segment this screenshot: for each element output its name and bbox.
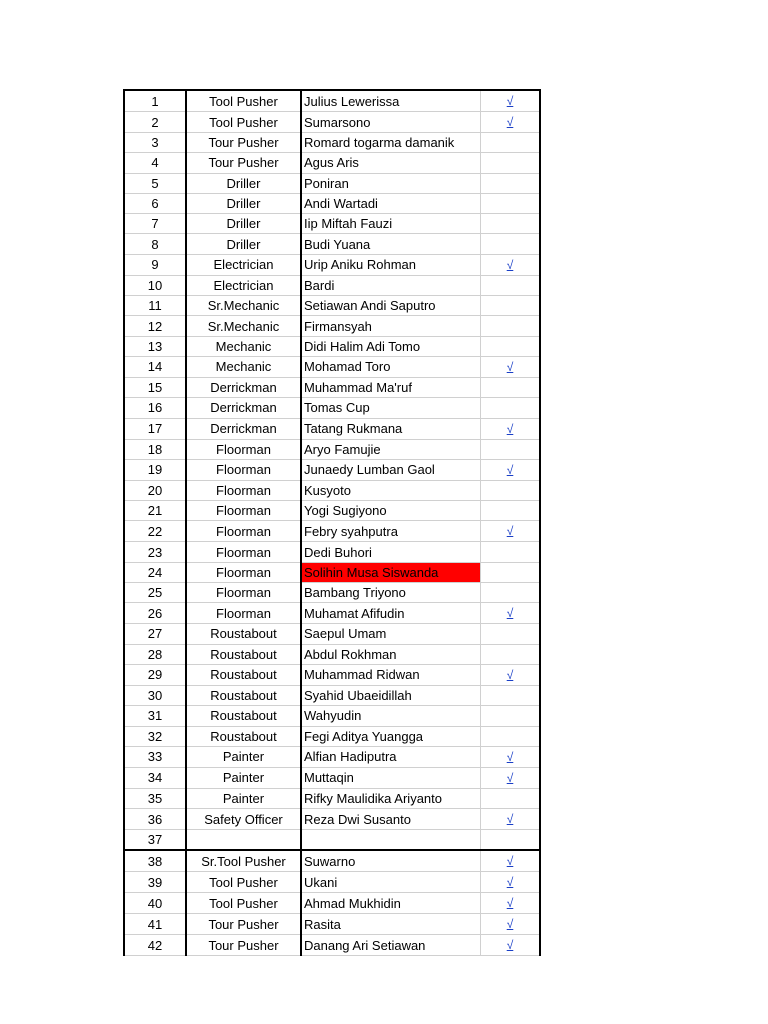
check-cell[interactable] xyxy=(481,398,541,418)
row-number-cell[interactable]: 36 xyxy=(124,809,186,830)
name-cell[interactable]: Muttaqin xyxy=(301,767,481,788)
check-cell[interactable] xyxy=(481,767,541,788)
table-row xyxy=(124,377,540,397)
check-cell[interactable] xyxy=(481,809,541,830)
row-number-cell[interactable]: 21 xyxy=(124,501,186,521)
table-row xyxy=(124,664,540,685)
row-number-cell[interactable]: 14 xyxy=(124,356,186,377)
check-mark-icon: √ xyxy=(506,524,514,539)
name-cell[interactable]: Fegi Aditya Yuangga xyxy=(301,726,481,746)
check-mark-icon: √ xyxy=(506,770,514,785)
table-row xyxy=(124,893,540,914)
position-cell[interactable]: Floorman xyxy=(186,480,301,500)
check-cell[interactable] xyxy=(481,644,541,664)
row-number-cell[interactable]: 5 xyxy=(124,173,186,193)
position-cell[interactable]: Painter xyxy=(186,788,301,808)
check-cell[interactable] xyxy=(481,893,541,914)
name-cell[interactable]: Mohamad Toro xyxy=(301,356,481,377)
check-cell[interactable] xyxy=(481,726,541,746)
check-cell[interactable] xyxy=(481,501,541,521)
table-row xyxy=(124,275,540,295)
row-number-cell[interactable]: 33 xyxy=(124,746,186,767)
name-cell[interactable]: Budi Yuana xyxy=(301,234,481,254)
name-cell[interactable]: Yogi Sugiyono xyxy=(301,501,481,521)
name-cell[interactable]: Danang Ari Setiawan xyxy=(301,935,481,956)
check-mark-icon: √ xyxy=(506,359,514,374)
name-cell[interactable]: Junaedy Lumban Gaol xyxy=(301,459,481,480)
position-cell[interactable]: Sr.Mechanic xyxy=(186,316,301,336)
position-cell[interactable]: Tool Pusher xyxy=(186,112,301,133)
check-mark-icon: √ xyxy=(506,854,514,869)
position-cell[interactable]: Floorman xyxy=(186,521,301,542)
row-number-cell[interactable]: 40 xyxy=(124,893,186,914)
table-row xyxy=(124,480,540,500)
check-mark-icon: √ xyxy=(506,938,514,953)
name-cell[interactable]: Ukani xyxy=(301,872,481,893)
table-row xyxy=(124,788,540,808)
name-cell[interactable] xyxy=(301,830,481,851)
name-cell[interactable]: Rasita xyxy=(301,914,481,935)
table-row xyxy=(124,254,540,275)
row-number-cell[interactable]: 25 xyxy=(124,583,186,603)
check-mark-icon: √ xyxy=(506,462,514,477)
name-cell[interactable]: Solihin Musa Siswanda xyxy=(301,562,481,582)
table-row xyxy=(124,133,540,153)
row-number-cell[interactable]: 37 xyxy=(124,830,186,851)
table-row xyxy=(124,153,540,173)
row-number-cell[interactable]: 13 xyxy=(124,336,186,356)
row-number-cell[interactable]: 30 xyxy=(124,685,186,705)
check-mark-icon: √ xyxy=(506,115,514,129)
check-mark-icon: √ xyxy=(506,606,514,621)
name-cell[interactable]: Urip Aniku Rohman xyxy=(301,254,481,275)
position-cell[interactable]: Painter xyxy=(186,767,301,788)
row-number-cell[interactable]: 39 xyxy=(124,872,186,893)
check-mark-icon: √ xyxy=(506,812,514,827)
position-cell[interactable]: Tour Pusher xyxy=(186,914,301,935)
table-row xyxy=(124,214,540,234)
name-cell[interactable]: Muhammad Ma'ruf xyxy=(301,377,481,397)
table-row xyxy=(124,685,540,705)
check-mark-icon: √ xyxy=(506,421,514,436)
table-row xyxy=(124,914,540,935)
row-number-cell[interactable]: 15 xyxy=(124,377,186,397)
table-row xyxy=(124,706,540,726)
position-cell[interactable]: Tour Pusher xyxy=(186,133,301,153)
position-cell[interactable]: Sr.Tool Pusher xyxy=(186,850,301,872)
row-number-cell[interactable]: 2 xyxy=(124,112,186,133)
row-number-cell[interactable]: 32 xyxy=(124,726,186,746)
name-cell[interactable]: Aryo Famujie xyxy=(301,439,481,459)
name-cell[interactable]: Sumarsono xyxy=(301,112,481,133)
check-cell[interactable] xyxy=(481,133,541,153)
table-row xyxy=(124,850,540,872)
check-cell[interactable] xyxy=(481,90,541,112)
position-cell[interactable]: Sr.Mechanic xyxy=(186,296,301,316)
position-cell[interactable]: Floorman xyxy=(186,542,301,562)
check-cell[interactable] xyxy=(481,356,541,377)
table-row xyxy=(124,562,540,582)
check-cell[interactable] xyxy=(481,664,541,685)
name-cell[interactable]: Bardi xyxy=(301,275,481,295)
check-cell[interactable] xyxy=(481,214,541,234)
table-row xyxy=(124,746,540,767)
check-mark-icon: √ xyxy=(506,896,514,911)
table-row xyxy=(124,356,540,377)
check-cell[interactable] xyxy=(481,153,541,173)
check-cell[interactable] xyxy=(481,562,541,582)
row-number-cell[interactable]: 35 xyxy=(124,788,186,808)
check-cell[interactable] xyxy=(481,439,541,459)
row-number-cell[interactable]: 1 xyxy=(124,90,186,112)
name-cell[interactable]: Suwarno xyxy=(301,850,481,872)
row-number-cell[interactable]: 41 xyxy=(124,914,186,935)
check-cell[interactable] xyxy=(481,706,541,726)
check-mark-icon: √ xyxy=(506,875,514,890)
name-cell[interactable]: Iip Miftah Fauzi xyxy=(301,214,481,234)
check-mark-icon: √ xyxy=(506,749,514,764)
check-cell[interactable] xyxy=(481,521,541,542)
table-row xyxy=(124,521,540,542)
row-number-cell[interactable]: 7 xyxy=(124,214,186,234)
position-cell[interactable]: Roustabout xyxy=(186,664,301,685)
position-cell[interactable] xyxy=(186,830,301,851)
check-cell[interactable] xyxy=(481,254,541,275)
position-cell[interactable]: Mechanic xyxy=(186,356,301,377)
row-number-cell[interactable]: 26 xyxy=(124,603,186,624)
table-row xyxy=(124,439,540,459)
check-cell[interactable] xyxy=(481,935,541,956)
check-cell[interactable] xyxy=(481,583,541,603)
row-number-cell[interactable]: 4 xyxy=(124,153,186,173)
check-cell[interactable] xyxy=(481,914,541,935)
check-cell[interactable] xyxy=(481,296,541,316)
row-number-cell[interactable]: 16 xyxy=(124,398,186,418)
name-cell[interactable]: Kusyoto xyxy=(301,480,481,500)
name-cell[interactable]: Bambang Triyono xyxy=(301,583,481,603)
row-number-cell[interactable]: 17 xyxy=(124,418,186,439)
table-row xyxy=(124,583,540,603)
position-cell[interactable]: Floorman xyxy=(186,583,301,603)
row-number-cell[interactable]: 27 xyxy=(124,624,186,644)
check-cell[interactable] xyxy=(481,377,541,397)
name-cell[interactable]: Firmansyah xyxy=(301,316,481,336)
position-cell[interactable]: Roustabout xyxy=(186,706,301,726)
name-cell[interactable]: Julius Lewerissa xyxy=(301,90,481,112)
row-number-cell[interactable]: 6 xyxy=(124,193,186,213)
row-number-cell[interactable]: 31 xyxy=(124,706,186,726)
table-row xyxy=(124,872,540,893)
name-cell[interactable]: Tomas Cup xyxy=(301,398,481,418)
table-row xyxy=(124,809,540,830)
check-cell[interactable] xyxy=(481,830,541,851)
check-cell[interactable] xyxy=(481,316,541,336)
check-mark-icon: √ xyxy=(506,94,514,108)
position-cell[interactable]: Driller xyxy=(186,214,301,234)
position-cell[interactable]: Safety Officer xyxy=(186,809,301,830)
name-cell[interactable]: Muhamat Afifudin xyxy=(301,603,481,624)
position-cell[interactable]: Tour Pusher xyxy=(186,153,301,173)
position-cell[interactable]: Floorman xyxy=(186,501,301,521)
check-cell[interactable] xyxy=(481,685,541,705)
row-number-cell[interactable]: 22 xyxy=(124,521,186,542)
name-cell[interactable]: Poniran xyxy=(301,173,481,193)
row-number-cell[interactable]: 38 xyxy=(124,850,186,872)
table-row xyxy=(124,234,540,254)
row-number-cell[interactable]: 20 xyxy=(124,480,186,500)
check-cell[interactable] xyxy=(481,872,541,893)
name-cell[interactable]: Abdul Rokhman xyxy=(301,644,481,664)
check-cell[interactable] xyxy=(481,542,541,562)
table-row xyxy=(124,603,540,624)
check-cell[interactable] xyxy=(481,603,541,624)
check-cell[interactable] xyxy=(481,112,541,133)
position-cell[interactable]: Driller xyxy=(186,193,301,213)
row-number-cell[interactable]: 23 xyxy=(124,542,186,562)
crew-roster-table xyxy=(123,89,541,956)
position-cell[interactable]: Roustabout xyxy=(186,685,301,705)
name-cell[interactable]: Wahyudin xyxy=(301,706,481,726)
position-cell[interactable]: Mechanic xyxy=(186,336,301,356)
position-cell[interactable]: Derrickman xyxy=(186,418,301,439)
table-row xyxy=(124,726,540,746)
position-cell[interactable]: Electrician xyxy=(186,254,301,275)
check-cell[interactable] xyxy=(481,234,541,254)
check-cell[interactable] xyxy=(481,418,541,439)
position-cell[interactable]: Tool Pusher xyxy=(186,90,301,112)
table-row xyxy=(124,542,540,562)
position-cell[interactable]: Driller xyxy=(186,173,301,193)
table-row xyxy=(124,90,540,112)
table-row xyxy=(124,336,540,356)
check-cell[interactable] xyxy=(481,459,541,480)
name-cell[interactable]: Romard togarma damanik xyxy=(301,133,481,153)
check-cell[interactable] xyxy=(481,746,541,767)
check-cell[interactable] xyxy=(481,850,541,872)
table-row xyxy=(124,173,540,193)
check-cell[interactable] xyxy=(481,173,541,193)
name-cell[interactable]: Reza Dwi Susanto xyxy=(301,809,481,830)
check-mark-icon: √ xyxy=(506,667,514,682)
row-number-cell[interactable]: 11 xyxy=(124,296,186,316)
table-row xyxy=(124,296,540,316)
row-number-cell[interactable]: 28 xyxy=(124,644,186,664)
check-cell[interactable] xyxy=(481,193,541,213)
table-row xyxy=(124,193,540,213)
name-cell[interactable]: Febry syahputra xyxy=(301,521,481,542)
name-cell[interactable]: Tatang Rukmana xyxy=(301,418,481,439)
table-row xyxy=(124,767,540,788)
row-number-cell[interactable]: 34 xyxy=(124,767,186,788)
position-cell[interactable]: Floorman xyxy=(186,459,301,480)
position-cell[interactable]: Tool Pusher xyxy=(186,893,301,914)
table-row xyxy=(124,501,540,521)
row-number-cell[interactable]: 10 xyxy=(124,275,186,295)
table-row xyxy=(124,398,540,418)
row-number-cell[interactable]: 9 xyxy=(124,254,186,275)
name-cell[interactable]: Ahmad Mukhidin xyxy=(301,893,481,914)
position-cell[interactable]: Floorman xyxy=(186,562,301,582)
check-mark-icon: √ xyxy=(506,257,514,272)
row-number-cell[interactable]: 18 xyxy=(124,439,186,459)
row-number-cell[interactable]: 3 xyxy=(124,133,186,153)
name-cell[interactable]: Agus Aris xyxy=(301,153,481,173)
name-cell[interactable]: Syahid Ubaeidillah xyxy=(301,685,481,705)
name-cell[interactable]: Setiawan Andi Saputro xyxy=(301,296,481,316)
table-row xyxy=(124,459,540,480)
name-cell[interactable]: Rifky Maulidika Ariyanto xyxy=(301,788,481,808)
table-row xyxy=(124,624,540,644)
position-cell[interactable]: Floorman xyxy=(186,439,301,459)
table-row xyxy=(124,316,540,336)
table-row xyxy=(124,644,540,664)
position-cell[interactable]: Tool Pusher xyxy=(186,872,301,893)
position-cell[interactable]: Electrician xyxy=(186,275,301,295)
table-row xyxy=(124,112,540,133)
position-cell[interactable]: Floorman xyxy=(186,603,301,624)
name-cell[interactable]: Didi Halim Adi Tomo xyxy=(301,336,481,356)
row-number-cell[interactable]: 19 xyxy=(124,459,186,480)
position-cell[interactable]: Roustabout xyxy=(186,624,301,644)
name-cell[interactable]: Alfian Hadiputra xyxy=(301,746,481,767)
name-cell[interactable]: Saepul Umam xyxy=(301,624,481,644)
row-number-cell[interactable]: 29 xyxy=(124,664,186,685)
row-number-cell[interactable]: 12 xyxy=(124,316,186,336)
check-cell[interactable] xyxy=(481,624,541,644)
table-row xyxy=(124,935,540,956)
row-number-cell[interactable]: 24 xyxy=(124,562,186,582)
check-cell[interactable] xyxy=(481,788,541,808)
name-cell[interactable]: Dedi Buhori xyxy=(301,542,481,562)
position-cell[interactable]: Derrickman xyxy=(186,398,301,418)
position-cell[interactable]: Driller xyxy=(186,234,301,254)
table-row xyxy=(124,418,540,439)
row-number-cell[interactable]: 8 xyxy=(124,234,186,254)
position-cell[interactable]: Roustabout xyxy=(186,726,301,746)
position-cell[interactable]: Painter xyxy=(186,746,301,767)
crew-roster-body xyxy=(124,90,540,956)
name-cell[interactable]: Muhammad Ridwan xyxy=(301,664,481,685)
check-cell[interactable] xyxy=(481,275,541,295)
check-cell[interactable] xyxy=(481,336,541,356)
table-row xyxy=(124,830,540,851)
row-number-cell[interactable]: 42 xyxy=(124,935,186,956)
check-mark-icon: √ xyxy=(506,917,514,932)
position-cell[interactable]: Roustabout xyxy=(186,644,301,664)
check-cell[interactable] xyxy=(481,480,541,500)
name-cell[interactable]: Andi Wartadi xyxy=(301,193,481,213)
position-cell[interactable]: Derrickman xyxy=(186,377,301,397)
position-cell[interactable]: Tour Pusher xyxy=(186,935,301,956)
